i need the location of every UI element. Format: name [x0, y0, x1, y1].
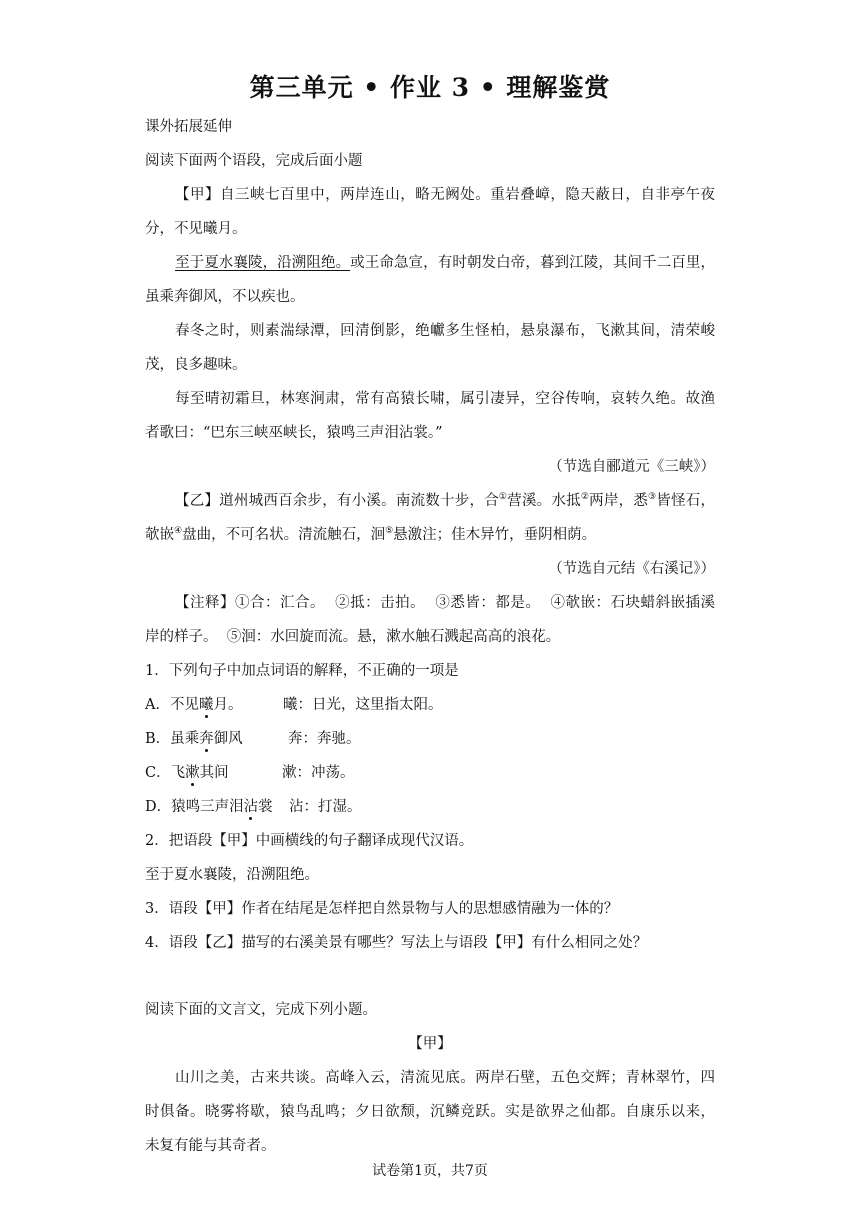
- note-ref-1: ①: [498, 492, 508, 503]
- yi-line1-b: 营溪。水抵: [507, 493, 581, 509]
- jia-source: （节选自郦道元《三峡》）: [548, 459, 715, 475]
- option-d-suffix: 裳: [258, 799, 273, 815]
- option-b-suffix: 御风: [213, 731, 243, 747]
- option-a-explanation: 曦：日光，这里指太阳。: [283, 697, 443, 713]
- option-b: [145, 728, 715, 750]
- option-c: [145, 762, 715, 784]
- notes-line1: 【注释】①合：汇合。 ②抵：击拍。 ③悉皆：都是。 ④欹嵌：石块蜡斜嵌插溪: [175, 595, 715, 611]
- option-b-dotted-word: 奔: [199, 731, 214, 747]
- option-b-explanation: 奔：奔驰。: [288, 731, 361, 747]
- option-d-prefix: D．猿鸣三声泪: [145, 799, 244, 815]
- jia-p2-line1-rest: 或王命急宣，有时朝发白帝，暮到江陵，其间千二百里，: [350, 255, 716, 271]
- question-1: 1．下列句子中加点词语的解释，不正确的一项是: [145, 663, 459, 679]
- jia-p1-line2: 分，不见曦月。: [145, 221, 247, 237]
- question-2-sentence: 至于夏水襄陵，沿溯阻绝。: [145, 867, 319, 883]
- yi-line2: [145, 524, 715, 546]
- option-a-suffix: 月。: [213, 697, 243, 713]
- jia-p2-line2: 虽乘奔御风，不以疾也。: [145, 289, 305, 305]
- question-4: 4．语段【乙】描写的右溪美景有哪些？写法上与语段【甲】有什么相同之处？: [145, 935, 648, 951]
- note-ref-2: ②: [580, 492, 590, 503]
- jia-p3-line2: 茂，良多趣味。: [145, 357, 247, 373]
- yi-line2-c: 悬激注；佳木异竹，垂阴相荫。: [393, 527, 597, 543]
- jia-p4-line2: 者歌曰：“巴东三峡巫峡长，猿鸣三声泪沾裳。”: [145, 425, 443, 441]
- page-footer: 试卷第1页，共7页: [372, 1163, 488, 1179]
- option-d-explanation: 沾：打湿。: [289, 799, 362, 815]
- option-d: [145, 796, 715, 818]
- option-c-prefix: C．飞: [145, 765, 186, 781]
- option-a-prefix: A．不见: [145, 697, 199, 713]
- option-c-dotted-word: 漱: [185, 765, 200, 781]
- part2-heading: 【甲】: [408, 1036, 452, 1052]
- notes-line2: 岸的样子。 ⑤洄：水回旋而流。悬，漱水触石溅起高高的浪花。: [145, 629, 561, 645]
- option-d-dotted-word: 沾: [243, 799, 259, 815]
- section-label: 课外拓展延伸: [145, 119, 232, 135]
- yi-line1-c: 两岸，悉: [589, 493, 649, 509]
- yi-line2-a: 欹嵌: [145, 527, 174, 543]
- option-a-dotted-word: 曦: [198, 697, 214, 713]
- question-2: 2．把语段【甲】中画横线的句子翻译成现代汉语。: [145, 833, 474, 849]
- question-3: 3．语段【甲】作者在结尾是怎样把自然景物与人的思想感情融为一体的？: [145, 901, 619, 917]
- jia-p3-line1: 春冬之时，则素湍绿潭，回清倒影，绝巘多生怪柏，悬泉瀑布，飞漱其间，清荣峻: [175, 323, 715, 339]
- part1-instruction: 阅读下面两个语段，完成后面小题: [145, 153, 363, 169]
- yi-line2-b: 盘曲，不可名状。清流触石，洄: [182, 527, 386, 543]
- part2-instruction: 阅读下面的文言文，完成下列小题。: [145, 1002, 377, 1018]
- part2-p1-line2: 时俱备。晓雾将歇，猿鸟乱鸣；夕日欲颓，沉鳞竞跃。实是欲界之仙都。自康乐以来，: [145, 1104, 715, 1120]
- yi-line1-a: 【乙】道州城西百余步，有小溪。南流数十步，合: [175, 493, 499, 509]
- yi-line1-d: 皆怪石，: [656, 493, 716, 509]
- part2-p1-line1: 山川之美，古来共谈。高峰入云，清流见底。两岸石壁，五色交辉；青林翠竹，四: [175, 1070, 715, 1086]
- jia-p2-line1: [175, 252, 715, 274]
- option-c-explanation: 漱：冲荡。: [282, 765, 355, 781]
- option-c-suffix: 其间: [199, 765, 229, 781]
- yi-source: （节选自元结《右溪记》）: [548, 561, 715, 577]
- note-ref-3: ③: [648, 492, 657, 503]
- note-ref-5: ⑤: [385, 526, 394, 537]
- jia-p1-line1: 【甲】自三峡七百里中，两岸连山，略无阙处。重岩叠嶂，隐天蔽日，自非亭午夜: [175, 187, 715, 203]
- note-ref-4: ④: [174, 526, 183, 537]
- jia-p4-line1: 每至晴初霜旦，林寒涧肃，常有高猿长啸，属引凄异，空谷传响，哀转久绝。故渔: [175, 391, 715, 407]
- page-title: 第三单元 • 作业 3 • 理解鉴赏: [249, 73, 611, 102]
- option-a: [145, 694, 715, 716]
- option-b-prefix: B．虽乘: [145, 731, 200, 747]
- yi-line1: [175, 490, 715, 512]
- part2-p1-line3: 未复有能与其奇者。: [145, 1138, 276, 1154]
- underlined-sentence: 至于夏水襄陵，沿溯阻绝。: [175, 255, 351, 271]
